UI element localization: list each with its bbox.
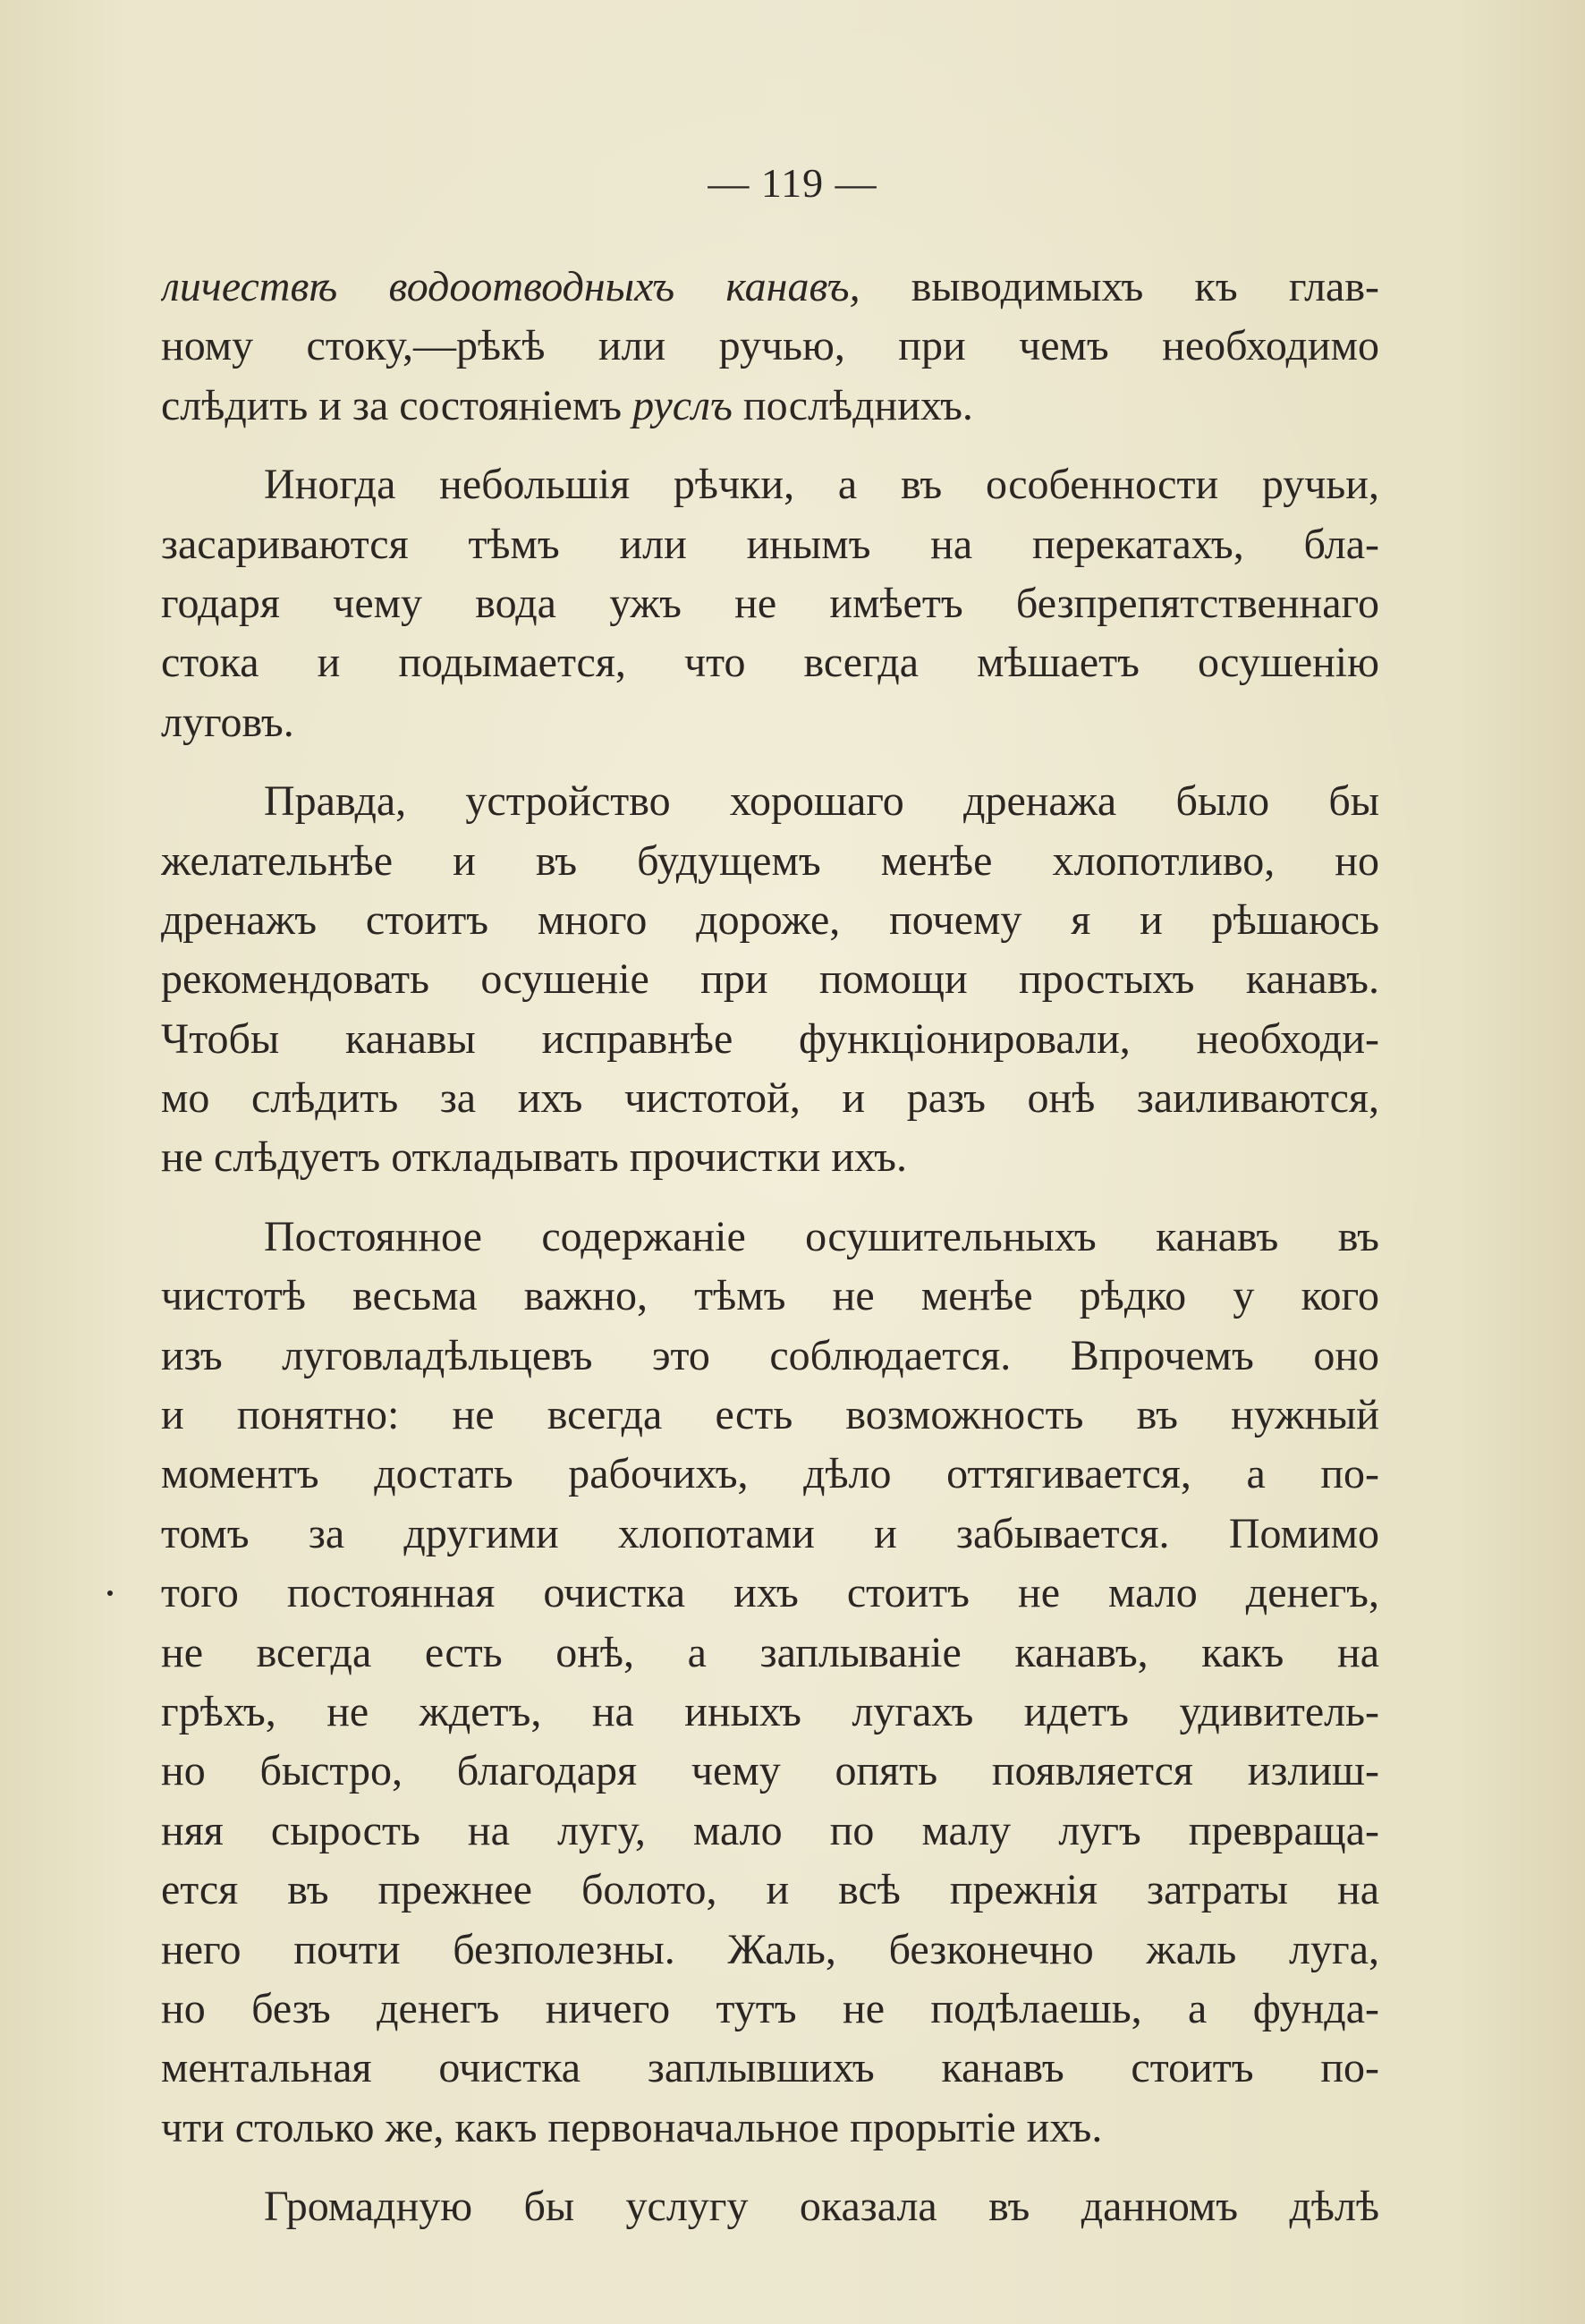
text-line [161,515,1379,574]
paragraph [161,1208,1379,2158]
text-line [161,633,1379,692]
text-line [161,2099,1379,2158]
text-line [161,258,1379,317]
text-run: чти столько же, какъ первоначальное прорытіе ихъ. [161,2103,1103,2151]
text-run: и понятно: не всегда есть возможность въ нужный [161,1391,1379,1439]
text-line [161,1208,1379,1267]
text-run: Правда, устройство хорошаго дренажа было бы [264,777,1379,826]
text-run: желательнѣе и въ будущемъ менѣе хлопотливо, но [161,836,1379,885]
text-line [161,1624,1379,1683]
text-run: не слѣдуетъ откладывать прочистки ихъ. [161,1133,907,1182]
text-run: ется въ прежнее болото, и всѣ прежнія затраты на [161,1866,1379,1914]
paragraph-gap [161,752,1379,772]
text-line [161,317,1379,376]
text-line [161,574,1379,633]
text-run: грѣхъ, не ждетъ, на иныхъ лугахъ идетъ удивитель- [161,1687,1379,1735]
paragraph-gap [161,1188,1379,1208]
italic-text: руслъ [632,381,733,429]
text-line [161,377,1379,436]
text-run: ментальная очистка заплывшихъ канавъ стоитъ по- [161,2044,1379,2092]
text-line [161,1683,1379,1742]
text-run: слѣдить и за состояніемъ [161,381,633,429]
paragraph [161,2177,1379,2236]
text-run: дренажъ стоитъ много дороже, почему я и рѣшаюсь [161,895,1379,944]
text-run: мо слѣдить за ихъ чистотой, и разъ онѣ заиливаются, [161,1074,1379,1123]
text-line [161,1921,1379,1980]
text-run: не всегда есть онѣ, а заплываніе канавъ, какъ на [161,1628,1379,1676]
paragraph [161,772,1379,1188]
text-line [161,950,1379,1009]
text-run: выводимыхъ къ глав- [860,263,1379,310]
italic-text: личествѣ водоотводныхъ канавъ, [161,263,860,310]
paragraph-gap [161,436,1379,455]
page-number [0,159,1585,207]
text-run: рекомендовать осушеніе при помощи простыхъ канавъ. [161,955,1379,1004]
text-run: стока и подымается, что всегда мѣшаетъ осушенію [161,639,1379,687]
text-run: него почти безполезны. Жаль, безконечно жаль луга, [161,1925,1379,1973]
text-line [161,1445,1379,1504]
page-number-text: — 119 — [708,160,877,206]
text-run: послѣднихъ. [732,381,973,429]
text-run: но быстро, благодаря чему опять появляется излиш- [161,1747,1379,1795]
text-line [161,772,1379,831]
paragraph-gap [161,2158,1379,2177]
text-run: того постоянная очистка ихъ стоитъ не мало денегъ, [161,1569,1379,1617]
text-line [161,2177,1379,2236]
text-run: луговъ. [161,698,294,746]
text-run: Иногда небольшія рѣчки, а въ особенности ручьи, [264,461,1379,509]
paragraph [161,455,1379,752]
paragraph [161,258,1379,436]
text-line [161,1327,1379,1386]
text-run: годаря чему вода ужъ не имѣетъ безпрепятственнаго [161,579,1379,627]
text-run: Громадную бы услугу оказала въ данномъ дѣлѣ [264,2183,1379,2231]
text-run: засариваются тѣмъ или инымъ на перекатахъ, бла- [161,520,1379,568]
text-line [161,2039,1379,2098]
text-run: но безъ денегъ ничего тутъ не подѣлаешь, а фунда- [161,1984,1379,2032]
text-line [161,1564,1379,1623]
text-line [161,1505,1379,1564]
text-line [161,1386,1379,1445]
text-line [161,1010,1379,1069]
text-line [161,455,1379,514]
text-run: томъ за другими хлопотами и забывается. Помимо [161,1509,1379,1557]
text-line [161,1861,1379,1920]
print-speck [107,1590,113,1596]
text-line [161,1742,1379,1801]
text-run: Постоянное содержаніе осушительныхъ канавъ въ [264,1212,1379,1260]
text-run: Чтобы канавы исправнѣе функціонировали, необходи- [161,1014,1379,1063]
text-run: изъ луговладѣльцевъ это соблюдается. Впрочемъ оно [161,1331,1379,1379]
text-line [161,832,1379,891]
text-run: няя сырость на лугу, мало по малу лугъ превраща- [161,1806,1379,1854]
text-line [161,1267,1379,1326]
text-line [161,693,1379,752]
text-run: чистотѣ весьма важно, тѣмъ не менѣе рѣдко у кого [161,1272,1379,1320]
text-line [161,891,1379,950]
text-line [161,1069,1379,1128]
text-run: ному стоку,—рѣкѣ или ручью, при чемъ необходимо [161,322,1379,370]
text-line [161,1128,1379,1187]
body-text [161,258,1379,2237]
text-run: моментъ достать рабочихъ, дѣло оттягивается, а по- [161,1450,1379,1498]
text-line [161,1980,1379,2039]
text-line [161,1802,1379,1861]
